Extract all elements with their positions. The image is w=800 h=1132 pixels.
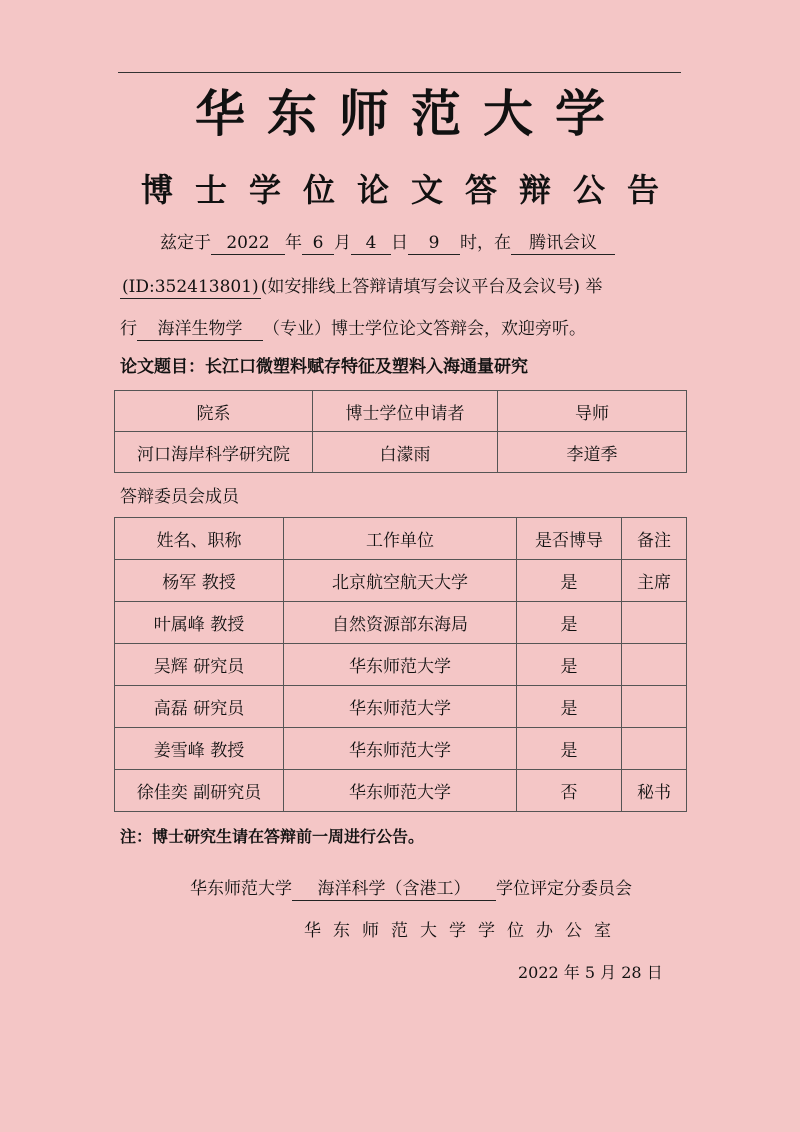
committee-members-label: 答辩委员会成员	[120, 487, 239, 507]
thesis-title: 长江口微塑料赋存特征及塑料入海通量研究	[205, 357, 528, 377]
line3-suffix: （专业）博士学位论文答辩会，欢迎旁听。	[263, 319, 586, 339]
header-cell-department: 院系	[115, 391, 313, 432]
year-field: 2022	[211, 232, 285, 255]
month-unit: 月	[334, 233, 351, 253]
year-unit: 年	[285, 233, 302, 253]
committee-name-field: 海洋科学（含港工）	[292, 878, 496, 901]
member-remark-cell	[622, 644, 687, 686]
line3-prefix: 行	[120, 319, 137, 339]
member-remark-cell: 主席	[622, 560, 687, 602]
committee-suffix: 学位评定分委员会	[496, 879, 632, 899]
announcement-prefix: 兹定于	[160, 233, 211, 253]
applicant-cell: 白濛雨	[313, 432, 498, 473]
member-workplace-cell: 北京航空航天大学	[284, 560, 517, 602]
member-name-cell: 吴辉 研究员	[115, 644, 284, 686]
announcement-line-3	[120, 318, 690, 341]
header-cell-applicant: 博士学位申请者	[313, 391, 498, 432]
member-remark-cell	[622, 686, 687, 728]
announcement-note: 注：博士研究生请在答辩前一周进行公告。	[120, 827, 425, 846]
table-row	[115, 432, 687, 473]
member-name-cell: 叶属峰 教授	[115, 602, 284, 644]
office-signature: 华东师范大学学位办公室	[304, 921, 623, 941]
department-cell: 河口海岸科学研究院	[115, 432, 313, 473]
meeting-id-field: (ID:352413801)	[122, 277, 259, 297]
university-title: 华东师范大学	[195, 84, 627, 143]
hour-field: 9	[408, 232, 460, 255]
thesis-label: 论文题目：	[120, 357, 205, 377]
table-header-row	[115, 391, 687, 432]
header-cell-advisor: 导师	[498, 391, 687, 432]
member-remark-cell	[622, 602, 687, 644]
issue-date: 2022 年 5 月 28 日	[518, 963, 663, 982]
header-cell-is-supervisor: 是否博导	[517, 518, 622, 560]
month-field: 6	[302, 232, 334, 255]
applicant-table	[114, 390, 687, 473]
member-name-cell: 姜雪峰 教授	[115, 728, 284, 770]
hour-unit: 时，在	[460, 233, 511, 253]
member-workplace-cell: 华东师范大学	[284, 728, 517, 770]
member-name-cell: 徐佳奕 副研究员	[115, 770, 284, 812]
header-cell-name-title: 姓名、职称	[115, 518, 284, 560]
table-row	[115, 602, 687, 644]
committee-prefix: 华东师范大学	[190, 879, 292, 899]
advisor-cell: 李道季	[498, 432, 687, 473]
member-supervisor-cell: 是	[517, 728, 622, 770]
member-supervisor-cell: 是	[517, 686, 622, 728]
committee-table	[114, 517, 687, 812]
table-row	[115, 770, 687, 812]
member-workplace-cell: 华东师范大学	[284, 770, 517, 812]
top-rule	[118, 72, 681, 73]
member-supervisor-cell: 是	[517, 560, 622, 602]
table-row	[115, 686, 687, 728]
member-workplace-cell: 华东师范大学	[284, 686, 517, 728]
member-remark-cell	[622, 728, 687, 770]
venue-field: 腾讯会议	[511, 232, 615, 255]
thesis-title-line	[120, 356, 528, 378]
header-cell-remark: 备注	[622, 518, 687, 560]
committee-signature	[190, 878, 632, 901]
day-field: 4	[351, 232, 391, 255]
member-supervisor-cell: 是	[517, 644, 622, 686]
table-row	[115, 644, 687, 686]
day-unit: 日	[391, 233, 408, 253]
document-title: 博士学位论文答辩公告	[140, 171, 681, 209]
member-workplace-cell: 自然资源部东海局	[284, 602, 517, 644]
member-supervisor-cell: 否	[517, 770, 622, 812]
member-supervisor-cell: 是	[517, 602, 622, 644]
announcement-line-1	[160, 232, 730, 255]
table-header-row	[115, 518, 687, 560]
member-name-cell: 高磊 研究员	[115, 686, 284, 728]
member-workplace-cell: 华东师范大学	[284, 644, 517, 686]
table-row	[115, 728, 687, 770]
header-cell-workplace: 工作单位	[284, 518, 517, 560]
table-row	[115, 560, 687, 602]
major-field: 海洋生物学	[137, 318, 263, 341]
member-remark-cell: 秘书	[622, 770, 687, 812]
announcement-line-2	[120, 276, 690, 299]
member-name-cell: 杨军 教授	[115, 560, 284, 602]
venue-note: (如安排线上答辩请填写会议平台及会议号) 举	[260, 277, 603, 297]
